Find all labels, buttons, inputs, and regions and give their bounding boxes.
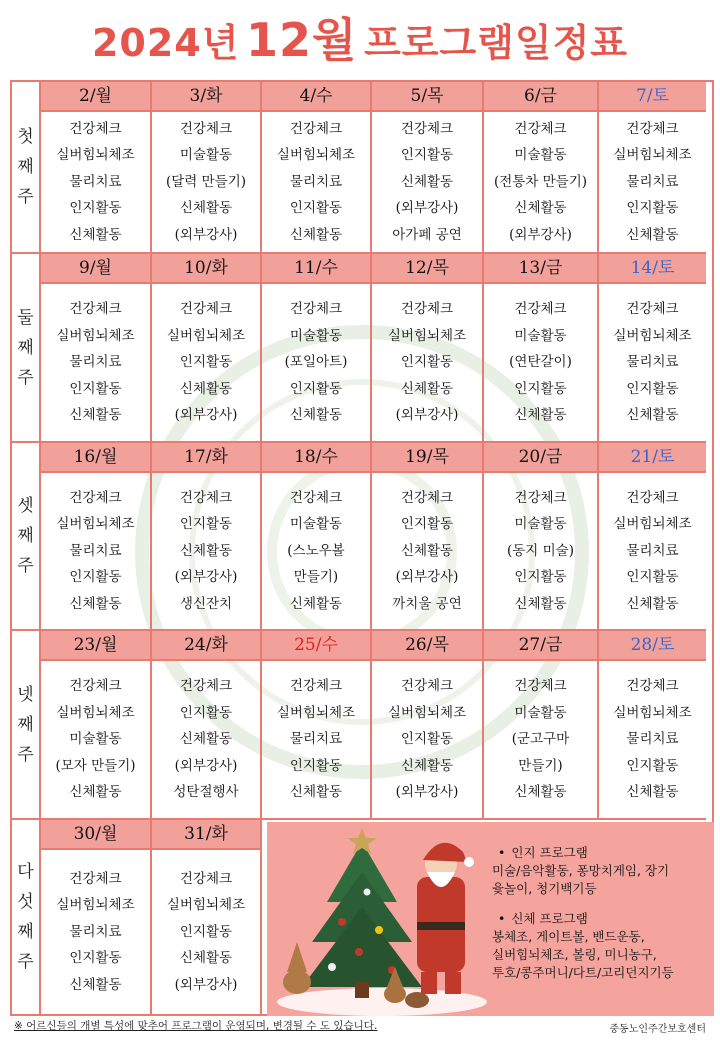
day-cell <box>372 112 484 254</box>
activity-item: (외부강사) <box>395 200 459 217</box>
activity-item: 건강체크 <box>514 301 567 318</box>
activity-item: 신체활동 <box>69 407 122 424</box>
activity-item: 물리치료 <box>626 542 679 559</box>
activity-item: 인지활동 <box>69 569 122 586</box>
day-header: 28/토 <box>599 631 706 661</box>
activity-item: 신체활동 <box>514 595 567 612</box>
activity-item: 신체활동 <box>179 380 233 397</box>
activity-item: 건강체크 <box>69 489 122 506</box>
activity-item: 실버힘뇌체조 <box>613 327 692 344</box>
christmas-tree-santa-icon <box>267 822 497 1016</box>
week-label-char: 주 <box>17 367 34 388</box>
activity-item: (군고구마 <box>511 731 570 748</box>
week-label-2 <box>12 254 41 443</box>
day-cell <box>262 112 372 254</box>
week-label-char: 셋 <box>17 496 34 516</box>
activity-item: 미술활동 <box>514 704 567 721</box>
day-cell <box>41 473 152 631</box>
activity-item: 신체활동 <box>289 226 343 243</box>
activity-item: (외부강사) <box>174 757 238 774</box>
title-year: 2024년 <box>91 21 240 65</box>
activity-item: 건강체크 <box>69 870 122 887</box>
activity-item: 미술활동 <box>514 516 567 533</box>
activity-item: 신체활동 <box>400 173 454 190</box>
activity-item: 건강체크 <box>179 678 233 695</box>
day-header: 5/목 <box>372 82 484 112</box>
activity-item: 인지활동 <box>514 380 567 397</box>
program-legend <box>492 844 712 982</box>
day-cell <box>152 112 262 254</box>
activity-item: 신체활동 <box>400 380 454 397</box>
day-cell <box>152 850 262 1014</box>
activity-item: 실버힘뇌체조 <box>56 704 135 721</box>
day-header: 3/화 <box>152 82 262 112</box>
activity-item: 건강체크 <box>289 301 343 318</box>
day-header: 16/월 <box>41 443 152 473</box>
activity-item: 신체활동 <box>626 226 679 243</box>
activity-item: 물리치료 <box>289 173 343 190</box>
activity-item: 건강체크 <box>626 678 679 695</box>
activity-item: 건강체크 <box>289 489 343 506</box>
day-header: 12/목 <box>372 254 484 284</box>
day-header: 25/수 <box>262 631 372 661</box>
activity-item: 물리치료 <box>626 731 679 748</box>
activity-item: 아가페 공연 <box>392 226 462 243</box>
activity-item: 미술활동 <box>289 516 343 533</box>
day-header: 21/토 <box>599 443 706 473</box>
legend-cog-line1: 미술/음악활동, 퐁망치게임, 장기 <box>492 863 670 878</box>
activity-item: 실버힘뇌체조 <box>56 516 135 533</box>
day-cell <box>41 850 152 1014</box>
activity-item: 인지활동 <box>626 569 679 586</box>
day-header: 7/토 <box>599 82 706 112</box>
week-label-char: 섯 <box>17 892 34 912</box>
activity-item: 신체활동 <box>289 784 343 801</box>
day-header: 14/토 <box>599 254 706 284</box>
activity-item: 인지활동 <box>400 354 454 371</box>
activity-item: 미술활동 <box>514 327 567 344</box>
week-label-char: 둘 <box>17 307 34 328</box>
day-cell <box>484 473 599 631</box>
activity-item: 인지활동 <box>179 923 233 940</box>
activity-item: 물리치료 <box>69 173 122 190</box>
activity-item: 건강체크 <box>400 301 454 318</box>
activity-item: (스노우볼 <box>287 542 345 559</box>
activity-item: 인지활동 <box>400 147 454 164</box>
activity-item: (외부강사) <box>395 569 459 586</box>
activity-item: 인지활동 <box>626 200 679 217</box>
day-cell <box>484 112 599 254</box>
day-header: 2/월 <box>41 82 152 112</box>
activity-item: 인지활동 <box>400 516 454 533</box>
legend-panel <box>267 822 714 1016</box>
day-header: 19/목 <box>372 443 484 473</box>
activity-item: 건강체크 <box>179 120 233 137</box>
day-header: 6/금 <box>484 82 599 112</box>
activity-item: 실버힘뇌체조 <box>56 147 135 164</box>
activity-item: 건강체크 <box>514 489 567 506</box>
activity-item: 신체활동 <box>179 731 233 748</box>
week-label-4 <box>12 631 41 820</box>
activity-item: 실버힘뇌체조 <box>276 704 356 721</box>
activity-item: (외부강사) <box>395 784 459 801</box>
legend-phy-line1: 봉체조, 게이트볼, 밴드운동, <box>492 929 645 944</box>
activity-item: 건강체크 <box>514 678 567 695</box>
activity-item: 건강체크 <box>400 489 454 506</box>
week-label-char: 째 <box>17 922 34 942</box>
week-label-char: 째 <box>17 157 34 177</box>
activity-item: 신체활동 <box>69 226 122 243</box>
week-label-char: 첫 <box>17 127 34 147</box>
activity-item: 인지활동 <box>626 380 679 397</box>
activity-item: 건강체크 <box>179 870 233 887</box>
day-cell <box>262 284 372 443</box>
week-label-5 <box>12 820 41 1014</box>
activity-item: 인지활동 <box>69 200 122 217</box>
activity-item: 미술활동 <box>179 147 233 164</box>
activity-item: (포일아트) <box>284 354 348 371</box>
activity-item: 신체활동 <box>69 784 122 801</box>
activity-item: 신체활동 <box>400 542 454 559</box>
day-cell <box>262 661 372 820</box>
title-month: 12월 <box>246 13 358 67</box>
week-label-char: 주 <box>17 952 34 972</box>
activity-item: 인지활동 <box>179 704 233 721</box>
activity-item: 건강체크 <box>179 489 233 506</box>
activity-item: 인지활동 <box>514 569 567 586</box>
activity-item: 신체활동 <box>69 976 122 993</box>
activity-item: 인지활동 <box>179 516 233 533</box>
activity-item: 신체활동 <box>514 784 567 801</box>
week-label-char: 주 <box>17 187 34 207</box>
week-label-char: 째 <box>17 337 34 358</box>
activity-item: 실버힘뇌체조 <box>166 327 246 344</box>
activity-item: 인지활동 <box>289 200 343 217</box>
day-header: 31/화 <box>152 820 262 850</box>
activity-item: 인지활동 <box>69 950 122 967</box>
activity-item: (동지 미술) <box>507 542 574 559</box>
activity-item: (외부강사) <box>395 407 459 424</box>
activity-item: 신체활동 <box>179 950 233 967</box>
day-cell <box>599 473 706 631</box>
activity-item: 만들기) <box>293 569 339 586</box>
day-header: 18/수 <box>262 443 372 473</box>
activity-item: 건강체크 <box>69 120 122 137</box>
legend-cog-title: • 인지 프로그램 <box>498 844 712 862</box>
activity-item: 건강체크 <box>69 301 122 318</box>
activity-item: (외부강사) <box>174 407 238 424</box>
activity-item: 건강체크 <box>400 120 454 137</box>
day-cell <box>262 473 372 631</box>
day-cell <box>41 661 152 820</box>
day-header: 23/월 <box>41 631 152 661</box>
activity-item: 인지활동 <box>179 354 233 371</box>
legend-cog-line2: 윷놀이, 청기백기등 <box>492 881 597 896</box>
activity-item: 신체활동 <box>289 595 343 612</box>
activity-item: 건강체크 <box>626 120 679 137</box>
day-header: 17/화 <box>152 443 262 473</box>
activity-item: 건강체크 <box>514 120 567 137</box>
day-cell <box>152 473 262 631</box>
day-header: 27/금 <box>484 631 599 661</box>
activity-item: 건강체크 <box>626 301 679 318</box>
activity-item: 신체활동 <box>626 407 679 424</box>
activity-item: 신체활동 <box>179 542 233 559</box>
activity-item: 신체활동 <box>626 784 679 801</box>
day-cell <box>372 661 484 820</box>
activity-item: 성탄절행사 <box>173 784 239 801</box>
legend-phy-line2: 실버힘뇌체조, 볼링, 미니농구, <box>492 947 657 962</box>
activity-item: 건강체크 <box>289 678 343 695</box>
activity-item: 신체활동 <box>179 200 233 217</box>
day-header: 11/수 <box>262 254 372 284</box>
activity-item: 인지활동 <box>289 757 343 774</box>
week-label-3 <box>12 443 41 631</box>
activity-item: 만들기) <box>518 757 563 774</box>
day-cell <box>599 284 706 443</box>
activity-item: (전통차 만들기) <box>493 173 588 190</box>
activity-item: 신체활동 <box>69 595 122 612</box>
day-header: 26/목 <box>372 631 484 661</box>
activity-item: 실버힘뇌체조 <box>387 704 467 721</box>
legend-phy-line3: 투호/콩주머니/다트/고리던지기등 <box>492 965 674 980</box>
activity-item: 미술활동 <box>514 147 567 164</box>
day-cell <box>152 661 262 820</box>
week-label-1 <box>12 82 41 254</box>
activity-item: (외부강사) <box>174 976 238 993</box>
week-label-char: 주 <box>17 556 34 576</box>
week-label-char: 다 <box>17 862 34 882</box>
day-header: 10/화 <box>152 254 262 284</box>
day-cell <box>599 112 706 254</box>
day-cell <box>372 473 484 631</box>
activity-item: 실버힘뇌체조 <box>56 327 135 344</box>
day-cell <box>152 284 262 443</box>
day-header: 30/월 <box>41 820 152 850</box>
activity-item: (달력 만들기) <box>165 173 247 190</box>
activity-item: (연탄갈이) <box>509 354 572 371</box>
week-label-char: 주 <box>17 744 34 765</box>
activity-item: 건강체크 <box>626 489 679 506</box>
activity-item: 인지활동 <box>289 380 343 397</box>
activity-item: 생신잔치 <box>179 595 233 612</box>
activity-item: 건강체크 <box>179 301 233 318</box>
activity-item: 건강체크 <box>289 120 343 137</box>
page-title <box>0 0 720 78</box>
day-cell <box>599 661 706 820</box>
activity-item: 인지활동 <box>400 731 454 748</box>
activity-item: 신체활동 <box>626 595 679 612</box>
activity-item: 물리치료 <box>69 923 122 940</box>
activity-item: 실버힘뇌체조 <box>56 897 135 914</box>
activity-item: 신체활동 <box>514 200 567 217</box>
activity-item: 건강체크 <box>400 678 454 695</box>
activity-item: 인지활동 <box>626 757 679 774</box>
footer-org: 중동노인주간보호센터 <box>609 1024 706 1035</box>
activity-item: 건강체크 <box>69 678 122 695</box>
activity-item: 신체활동 <box>400 757 454 774</box>
day-header: 24/화 <box>152 631 262 661</box>
activity-item: 까치울 공연 <box>392 595 462 612</box>
day-header: 20/금 <box>484 443 599 473</box>
day-cell <box>372 284 484 443</box>
activity-item: (모자 만들기) <box>55 757 136 774</box>
day-cell <box>41 284 152 443</box>
activity-item: 물리치료 <box>69 354 122 371</box>
legend-phy-title: • 신체 프로그램 <box>498 910 712 928</box>
activity-item: 미술활동 <box>69 731 122 748</box>
activity-item: 실버힘뇌체조 <box>276 147 356 164</box>
activity-item: 신체활동 <box>289 407 343 424</box>
activity-item: 실버힘뇌체조 <box>166 897 246 914</box>
activity-item: (외부강사) <box>509 226 572 243</box>
footer-note: ※ 어르신들의 개별 특성에 맞추어 프로그램이 운영되며, 변경될 수 도 있습니다. <box>14 1020 378 1032</box>
day-cell <box>484 284 599 443</box>
schedule-grid <box>10 80 714 1016</box>
activity-item: 실버힘뇌체조 <box>613 147 692 164</box>
day-header: 4/수 <box>262 82 372 112</box>
week-label-char: 째 <box>17 526 34 546</box>
week-label-char: 넷 <box>17 684 34 705</box>
week-label-char: 째 <box>17 714 34 735</box>
day-header: 13/금 <box>484 254 599 284</box>
title-rest: 프로그램일정표 <box>364 21 629 65</box>
activity-item: 물리치료 <box>626 173 679 190</box>
activity-item: 실버힘뇌체조 <box>387 327 467 344</box>
activity-item: (외부강사) <box>174 569 238 586</box>
activity-item: 신체활동 <box>514 407 567 424</box>
activity-item: 물리치료 <box>69 542 122 559</box>
day-cell <box>41 112 152 254</box>
activity-item: 실버힘뇌체조 <box>613 516 692 533</box>
activity-item: 실버힘뇌체조 <box>613 704 692 721</box>
activity-item: 물리치료 <box>626 354 679 371</box>
activity-item: 미술활동 <box>289 327 343 344</box>
activity-item: (외부강사) <box>174 226 238 243</box>
day-header: 9/월 <box>41 254 152 284</box>
activity-item: 물리치료 <box>289 731 343 748</box>
day-cell <box>484 661 599 820</box>
activity-item: 인지활동 <box>69 380 122 397</box>
